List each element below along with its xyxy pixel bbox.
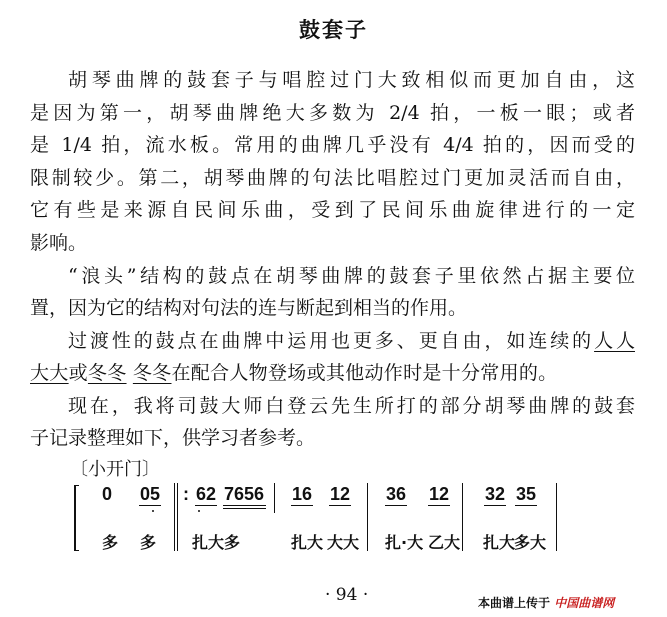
- text-span: 过渡性的鼓点在曲牌中运用也更多、更自由，如连续的: [68, 330, 595, 352]
- text-line: [30, 361, 635, 385]
- drum-word: 多: [102, 533, 119, 552]
- note: 62: [196, 484, 217, 504]
- text-line: 子记录整理如下，供学习者参考。: [30, 427, 316, 449]
- brace-bottom: [74, 550, 79, 551]
- note: 0: [102, 484, 113, 504]
- watermark-logo: 中国曲谱网: [554, 596, 615, 610]
- drum-word: 扎大多: [192, 533, 241, 552]
- beam: [195, 505, 217, 506]
- beam: [329, 505, 351, 506]
- brace-top: [74, 485, 79, 486]
- beam: [385, 505, 407, 506]
- drum-word: 乙大: [428, 533, 461, 552]
- note: 36: [386, 484, 407, 504]
- text-line: 限制较少。第二，胡琴曲牌的句法比唱腔过门更加灵活而自由，: [30, 167, 635, 189]
- text-line: [68, 329, 635, 353]
- text-line: 它有些是来源自民间乐曲，受到了民间乐曲旋律进行的一定: [30, 199, 635, 221]
- note: 12: [429, 484, 450, 504]
- drum-word: 多: [140, 533, 157, 552]
- bar-line: [462, 483, 463, 551]
- note: 05: [140, 484, 161, 504]
- note: 12: [330, 484, 351, 504]
- beam: [223, 508, 266, 509]
- beam: [291, 505, 313, 506]
- repeat-bar: [177, 483, 178, 551]
- underlined-beat: 冬冬: [132, 362, 172, 384]
- note: 32: [485, 484, 506, 504]
- repeat-bar: [174, 483, 175, 551]
- text-span: 在配合人物登场或其他动作时是十分常用的。: [171, 362, 558, 384]
- note: 7656: [224, 484, 265, 504]
- beam: [515, 505, 537, 506]
- text-line: 现在，我将司鼓大师白登云先生所打的部分胡琴曲牌的鼓套: [68, 395, 635, 417]
- text-span: 或: [68, 362, 88, 384]
- drum-word: 扎·大: [385, 533, 424, 552]
- drum-word: 扎大: [291, 533, 324, 552]
- text-line: 是因为第一，胡琴曲牌绝大多数为 2/4 拍，一板一眼；或者: [30, 102, 635, 124]
- bar-line: [367, 483, 368, 551]
- underlined-beat: 大大: [30, 362, 69, 384]
- underlined-beat: 人人: [594, 330, 635, 352]
- note: 35: [516, 484, 537, 504]
- drum-word: 扎大: [483, 533, 516, 552]
- underlined-beat: 冬冬: [87, 362, 127, 384]
- bar-line: [556, 483, 557, 551]
- text-line: 胡琴曲牌的鼓套子与唱腔过门大致相似而更加自由，这: [68, 69, 635, 91]
- text-line: 是 1/4 拍，流水板。常用的曲牌几乎没有 4/4 拍的，因而受的: [30, 134, 635, 156]
- low-dot: [152, 510, 154, 512]
- note: 16: [292, 484, 313, 504]
- page-title: 鼓套子: [299, 18, 368, 42]
- brace: [74, 485, 76, 551]
- bar-line: [274, 483, 275, 513]
- drum-word: 多大: [514, 533, 547, 552]
- repeat-colon: :: [183, 484, 189, 504]
- drum-word: 大大: [327, 533, 360, 552]
- low-dot: [198, 510, 200, 512]
- watermark: [478, 594, 614, 611]
- beam: [484, 505, 506, 506]
- text-line: “浪头”结构的鼓点在胡琴曲牌的鼓套子里依然占据主要位: [68, 265, 635, 287]
- score-label: 〔小开门〕: [70, 459, 160, 480]
- text-line: 影响。: [30, 232, 88, 254]
- watermark-text: 本曲谱上传于: [478, 596, 551, 610]
- page-number: · 94 ·: [325, 585, 369, 605]
- beam: [223, 505, 266, 506]
- beam: [428, 505, 450, 506]
- beam: [139, 505, 161, 506]
- text-line: 置，因为它的结构对句法的连与断起到相当的作用。: [30, 297, 468, 319]
